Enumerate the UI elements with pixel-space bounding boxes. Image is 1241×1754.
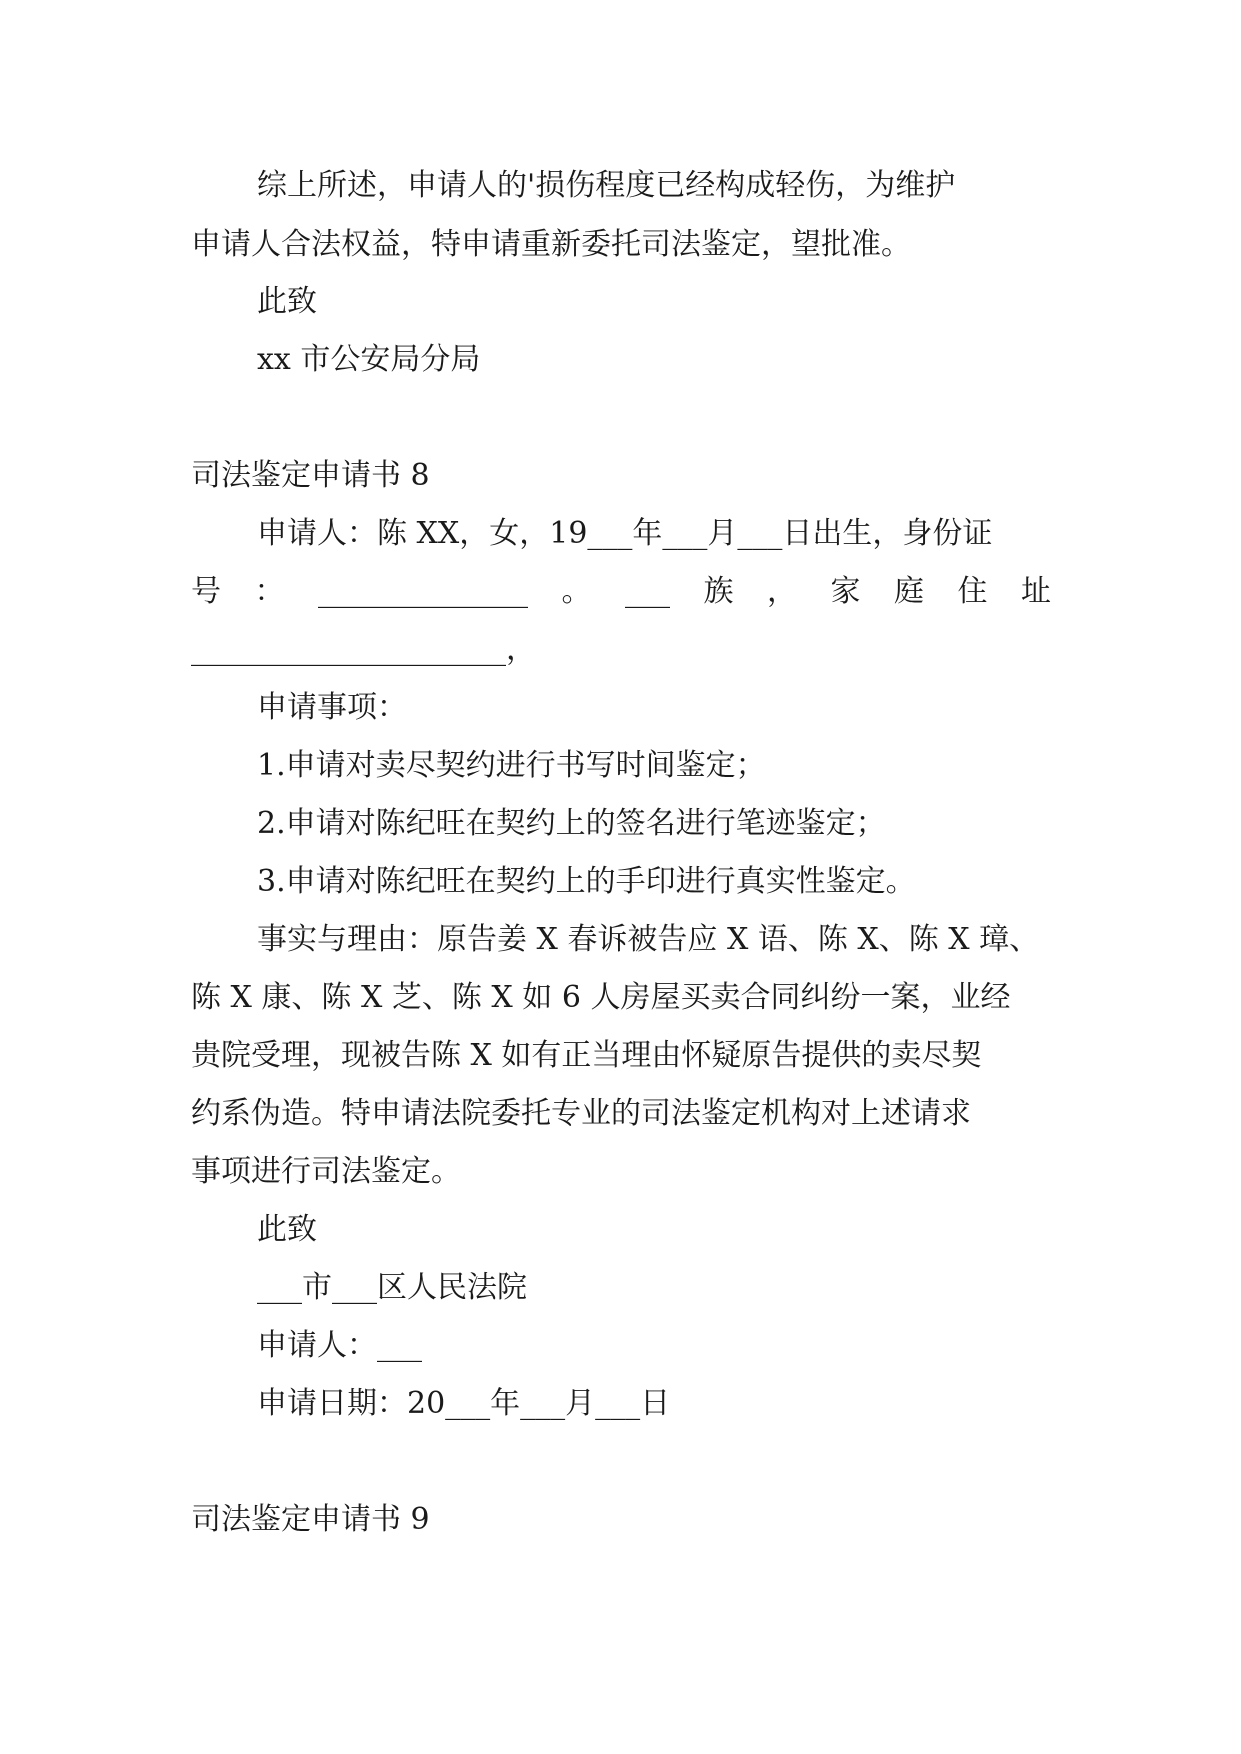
doc8-address-blank: _____________________， (191, 632, 536, 667)
doc8-date: 申请日期：20___年___月___日 (257, 1386, 671, 1421)
id-period: 。 (561, 574, 592, 609)
doc8-item-2: 2.申请对陈纪旺在契约上的签名进行笔迹鉴定； (257, 806, 886, 841)
closing-salutation: 此致 (257, 284, 317, 319)
doc8-item-1: 1.申请对卖尽契约进行书写时间鉴定； (257, 748, 766, 783)
doc8-signature: 申请人：___ (257, 1328, 422, 1363)
id-colon: ： (254, 574, 285, 609)
closing-paragraph-line-1: 综上所述，申请人的'损伤程度已经构成轻伤，为维护 (257, 168, 956, 203)
doc8-court: ___市___区人民法院 (257, 1270, 527, 1305)
doc8-facts-line-4: 约系伪造。特申请法院委托专业的司法鉴定机构对上述请求 (191, 1096, 971, 1131)
ethnicity-label: 族 (703, 574, 734, 609)
doc9-title: 司法鉴定申请书 9 (191, 1502, 430, 1537)
ethnicity-blank: ___ (625, 574, 670, 609)
comma: ， (767, 574, 797, 609)
id-label: 号 (191, 574, 221, 609)
doc8-facts-line-2: 陈 X 康、陈 X 芝、陈 X 如 6 人房屋买卖合同纠纷一案，业经 (191, 980, 1011, 1015)
doc8-facts-line-5: 事项进行司法鉴定。 (191, 1154, 461, 1189)
doc8-title: 司法鉴定申请书 8 (191, 458, 430, 493)
doc8-items-label: 申请事项： (257, 690, 407, 725)
doc8-salutation: 此致 (257, 1212, 317, 1247)
id-blank: ______________ (318, 574, 528, 609)
closing-paragraph-line-2: 申请人合法权益，特申请重新委托司法鉴定，望批准。 (191, 227, 911, 262)
doc8-applicant-line-2 (191, 572, 1051, 612)
doc8-applicant-line-1: 申请人：陈 XX，女，19___年___月___日出生，身份证 (257, 516, 993, 551)
address-label-char-2: 庭 (894, 574, 924, 609)
address-label-char-4: 址 (1021, 574, 1051, 609)
doc8-facts-line-3: 贵院受理，现被告陈 X 如有正当理由怀疑原告提供的卖尽契 (191, 1038, 982, 1073)
doc8-facts-line-1: 事实与理由：原告姜 X 春诉被告应 X 语、陈 X、陈 X 璋、 (257, 922, 1040, 957)
closing-recipient: xx 市公安局分局 (257, 342, 481, 377)
address-label-char-1: 家 (830, 574, 861, 609)
address-label-char-3: 住 (957, 574, 988, 609)
doc8-item-3: 3.申请对陈纪旺在契约上的手印进行真实性鉴定。 (257, 864, 916, 899)
